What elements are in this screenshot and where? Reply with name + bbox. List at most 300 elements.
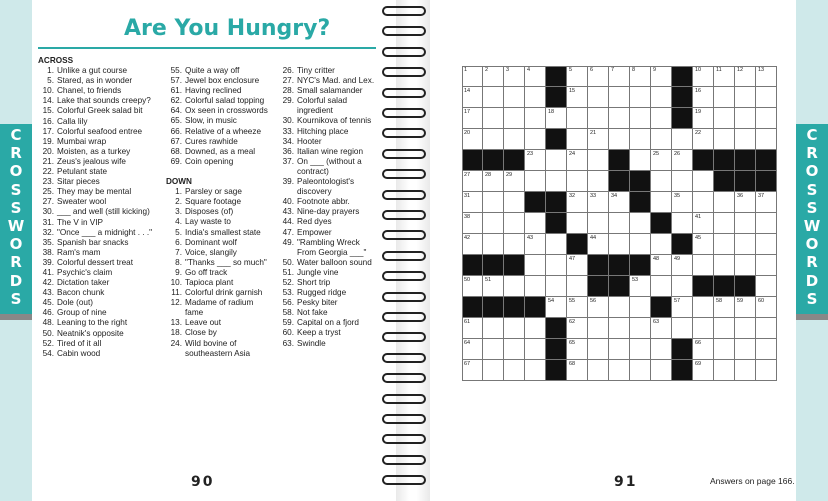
clue-item — [38, 218, 168, 228]
grid-cell[interactable] — [525, 171, 546, 192]
grid-cell[interactable] — [588, 234, 609, 255]
grid-cell[interactable] — [693, 213, 714, 234]
clue-item — [278, 328, 380, 338]
grid-cell[interactable] — [462, 87, 483, 108]
clue-item — [166, 278, 281, 288]
clue-number: 37. — [282, 156, 294, 166]
grid-cell[interactable] — [756, 108, 777, 129]
grid-cell[interactable] — [756, 129, 777, 150]
clue-item — [38, 339, 168, 349]
tab-letter: R — [10, 253, 22, 272]
grid-cell[interactable] — [483, 339, 504, 360]
clue-item — [38, 106, 168, 116]
clue-text: Slow, in music — [185, 116, 237, 126]
grid-cell[interactable] — [651, 192, 672, 213]
grid-cell[interactable] — [483, 234, 504, 255]
grid-cell[interactable] — [651, 171, 672, 192]
black-square — [504, 297, 525, 318]
grid-cell[interactable] — [567, 318, 588, 339]
grid-cell[interactable] — [546, 255, 567, 276]
grid-cell[interactable] — [735, 255, 756, 276]
grid-cell[interactable] — [693, 297, 714, 318]
grid-cell[interactable] — [693, 339, 714, 360]
grid-cell[interactable] — [504, 234, 525, 255]
clue-item — [278, 268, 380, 278]
grid-cell[interactable] — [735, 339, 756, 360]
grid-cell[interactable] — [672, 318, 693, 339]
grid-cell[interactable] — [714, 108, 735, 129]
cell-number: 55 — [569, 298, 576, 304]
clue-text: Dictation taker — [57, 278, 110, 288]
grid-cell[interactable] — [504, 66, 525, 87]
grid-cell[interactable] — [609, 234, 630, 255]
clue-number: 69. — [170, 156, 182, 166]
black-square — [672, 66, 693, 87]
grid-cell[interactable] — [462, 129, 483, 150]
grid-cell[interactable] — [651, 255, 672, 276]
grid-cell[interactable] — [609, 192, 630, 213]
clue-text: Leave out — [185, 318, 221, 328]
clue-item — [38, 268, 168, 278]
clue-number: 64. — [170, 106, 182, 116]
grid-cell[interactable] — [630, 339, 651, 360]
clue-item — [38, 76, 168, 86]
grid-cell[interactable] — [714, 318, 735, 339]
grid-cell[interactable] — [483, 171, 504, 192]
grid-cell[interactable] — [756, 255, 777, 276]
black-square — [546, 129, 567, 150]
cell-number: 9 — [653, 67, 657, 73]
grid-cell[interactable] — [588, 339, 609, 360]
grid-cell[interactable] — [504, 213, 525, 234]
cell-number: 27 — [464, 172, 471, 178]
grid-cell[interactable] — [504, 192, 525, 213]
binding-ring — [382, 332, 426, 342]
clue-text: Colorful dessert treat — [57, 257, 133, 267]
clue-number: 18. — [170, 328, 182, 338]
clue-item — [166, 318, 281, 328]
cell-number: 2 — [485, 67, 489, 73]
clue-text: Bacon chunk — [57, 288, 105, 298]
clue-text: Sweater wool — [57, 197, 107, 207]
grid-cell[interactable] — [756, 360, 777, 381]
cell-number: 3 — [506, 67, 510, 73]
black-square — [672, 87, 693, 108]
clue-text: Go off track — [185, 267, 228, 277]
clue-number: 28. — [282, 86, 294, 96]
tab-letter: D — [9, 271, 23, 290]
grid-cell[interactable] — [630, 129, 651, 150]
grid-cell[interactable] — [651, 87, 672, 108]
grid-cell[interactable] — [693, 129, 714, 150]
cell-number: 24 — [569, 151, 576, 157]
grid-cell[interactable] — [525, 234, 546, 255]
grid-cell[interactable] — [525, 66, 546, 87]
grid-cell[interactable] — [693, 66, 714, 87]
grid-cell[interactable] — [525, 360, 546, 381]
grid-cell[interactable] — [735, 297, 756, 318]
clue-item — [278, 258, 380, 268]
grid-cell[interactable] — [483, 360, 504, 381]
grid-cell[interactable] — [630, 150, 651, 171]
clue-item — [278, 116, 380, 126]
grid-cell[interactable] — [672, 255, 693, 276]
across-heading: ACROSS — [38, 56, 74, 65]
tab-letter: S — [806, 180, 818, 199]
grid-cell[interactable] — [651, 339, 672, 360]
black-square — [735, 150, 756, 171]
grid-cell[interactable] — [504, 171, 525, 192]
grid-cell[interactable] — [567, 297, 588, 318]
grid-cell[interactable] — [483, 66, 504, 87]
clue-number: 36. — [282, 146, 294, 156]
grid-cell[interactable] — [735, 213, 756, 234]
clue-item — [166, 298, 281, 308]
grid-cell[interactable] — [630, 213, 651, 234]
grid-cell[interactable] — [672, 129, 693, 150]
grid-cell[interactable] — [525, 318, 546, 339]
grid-cell[interactable] — [588, 129, 609, 150]
grid-cell[interactable] — [525, 276, 546, 297]
grid-cell[interactable] — [630, 318, 651, 339]
grid-cell[interactable] — [651, 150, 672, 171]
grid-cell[interactable] — [588, 87, 609, 108]
clue-item — [38, 207, 168, 217]
grid-cell[interactable] — [714, 87, 735, 108]
grid-cell[interactable] — [630, 276, 651, 297]
grid-cell[interactable] — [546, 234, 567, 255]
grid-cell[interactable] — [735, 129, 756, 150]
grid-cell[interactable] — [567, 150, 588, 171]
grid-cell[interactable] — [693, 234, 714, 255]
grid-cell[interactable] — [714, 297, 735, 318]
grid-cell[interactable] — [504, 276, 525, 297]
tab-letter: R — [806, 253, 818, 272]
grid-cell[interactable] — [735, 87, 756, 108]
cell-number: 18 — [548, 109, 555, 115]
grid-cell[interactable] — [714, 129, 735, 150]
cell-number: 26 — [674, 151, 681, 157]
grid-cell[interactable] — [756, 318, 777, 339]
grid-cell[interactable] — [756, 213, 777, 234]
clue-number: 16. — [42, 116, 54, 126]
grid-cell[interactable] — [483, 192, 504, 213]
tab-letter: S — [10, 198, 22, 217]
grid-cell[interactable] — [567, 360, 588, 381]
clue-number: 53. — [282, 288, 294, 298]
grid-cell[interactable] — [546, 297, 567, 318]
grid-cell[interactable] — [483, 276, 504, 297]
grid-cell[interactable] — [714, 234, 735, 255]
grid-cell[interactable] — [609, 360, 630, 381]
grid-cell[interactable] — [735, 360, 756, 381]
clue-number: 56. — [282, 298, 294, 308]
clue-text: Downed, as a meal — [185, 146, 256, 156]
black-square — [483, 297, 504, 318]
grid-cell[interactable] — [483, 129, 504, 150]
grid-cell[interactable] — [462, 276, 483, 297]
grid-cell[interactable] — [567, 213, 588, 234]
grid-cell[interactable] — [483, 318, 504, 339]
clue-text: Calla lily — [57, 116, 88, 126]
grid-cell[interactable] — [630, 297, 651, 318]
black-square — [462, 255, 483, 276]
cell-number: 58 — [716, 298, 723, 304]
grid-cell[interactable] — [462, 171, 483, 192]
grid-cell[interactable] — [756, 87, 777, 108]
grid-cell[interactable] — [462, 66, 483, 87]
left-side-tab — [0, 0, 32, 501]
tab-letter: S — [10, 289, 22, 308]
grid-cell[interactable] — [588, 318, 609, 339]
grid-cell[interactable] — [756, 192, 777, 213]
grid-cell[interactable] — [567, 87, 588, 108]
clue-text: Leaning to the right — [57, 318, 128, 328]
grid-cell[interactable] — [756, 339, 777, 360]
grid-cell[interactable] — [714, 255, 735, 276]
grid-cell[interactable] — [651, 66, 672, 87]
grid-cell[interactable] — [630, 87, 651, 108]
grid-cell[interactable] — [588, 360, 609, 381]
grid-cell[interactable] — [714, 66, 735, 87]
cell-number: 37 — [758, 193, 765, 199]
cell-number: 42 — [464, 235, 471, 241]
cell-number: 4 — [527, 67, 531, 73]
grid-cell[interactable] — [567, 192, 588, 213]
grid-cell[interactable] — [483, 87, 504, 108]
clue-item — [38, 329, 168, 339]
grid-cell[interactable] — [504, 318, 525, 339]
grid-cell[interactable] — [504, 360, 525, 381]
grid-cell[interactable] — [525, 150, 546, 171]
grid-cell[interactable] — [462, 318, 483, 339]
grid-cell[interactable] — [672, 171, 693, 192]
clue-text: NYC's Mad. and Lex. — [297, 76, 375, 86]
grid-cell[interactable] — [609, 108, 630, 129]
grid-cell[interactable] — [504, 129, 525, 150]
grid-cell[interactable] — [672, 297, 693, 318]
clue-number: 67. — [170, 136, 182, 146]
grid-cell[interactable] — [735, 192, 756, 213]
cell-number: 1 — [464, 67, 468, 73]
grid-cell[interactable] — [651, 234, 672, 255]
grid-cell[interactable] — [567, 108, 588, 129]
grid-cell[interactable] — [609, 339, 630, 360]
grid-cell[interactable] — [714, 213, 735, 234]
clue-number: 34. — [282, 136, 294, 146]
black-square — [546, 66, 567, 87]
grid-cell[interactable] — [672, 192, 693, 213]
grid-cell[interactable] — [672, 150, 693, 171]
grid-cell[interactable] — [588, 297, 609, 318]
grid-cell[interactable] — [630, 234, 651, 255]
grid-cell[interactable] — [609, 66, 630, 87]
clue-item — [38, 147, 168, 157]
clue-text: Lay waste to — [185, 217, 231, 227]
grid-cell[interactable] — [609, 87, 630, 108]
grid-cell[interactable] — [525, 255, 546, 276]
grid-cell[interactable] — [672, 213, 693, 234]
grid-cell[interactable] — [588, 192, 609, 213]
grid-cell[interactable] — [462, 108, 483, 129]
grid-cell[interactable] — [525, 129, 546, 150]
grid-cell[interactable] — [525, 87, 546, 108]
cell-number: 59 — [737, 298, 744, 304]
grid-cell[interactable] — [567, 339, 588, 360]
clue-number: 62. — [170, 96, 182, 106]
grid-cell[interactable] — [609, 297, 630, 318]
grid-cell[interactable] — [756, 297, 777, 318]
clue-text: Short trip — [297, 277, 331, 287]
grid-cell[interactable] — [483, 108, 504, 129]
grid-cell[interactable] — [567, 171, 588, 192]
clue-text: Jungle vine — [297, 267, 339, 277]
grid-cell[interactable] — [525, 339, 546, 360]
grid-cell[interactable] — [462, 213, 483, 234]
grid-cell[interactable] — [588, 108, 609, 129]
clue-item — [278, 278, 380, 288]
clue-text: Hitching place — [297, 126, 349, 136]
grid-cell[interactable] — [651, 276, 672, 297]
cell-number: 65 — [569, 340, 576, 346]
grid-cell[interactable] — [483, 213, 504, 234]
cell-number: 43 — [527, 235, 534, 241]
binding-ring — [382, 414, 426, 424]
clue-item — [278, 228, 380, 238]
clue-number: 39. — [282, 177, 294, 187]
grid-cell[interactable] — [651, 129, 672, 150]
tab-letter: C — [806, 126, 818, 144]
cell-number: 34 — [611, 193, 618, 199]
clue-text: Swindle — [297, 338, 326, 348]
grid-cell[interactable] — [609, 129, 630, 150]
clue-text: Sitar pieces — [57, 177, 100, 187]
grid-cell[interactable] — [546, 108, 567, 129]
grid-cell[interactable] — [504, 87, 525, 108]
clue-number: 32. — [42, 227, 54, 237]
grid-cell[interactable] — [609, 213, 630, 234]
grid-cell[interactable] — [546, 150, 567, 171]
grid-cell[interactable] — [756, 276, 777, 297]
grid-cell[interactable] — [588, 66, 609, 87]
clue-item — [278, 197, 380, 207]
grid-cell[interactable] — [567, 129, 588, 150]
grid-cell[interactable] — [693, 87, 714, 108]
left-tab-stripe — [0, 314, 32, 320]
cell-number: 45 — [695, 235, 702, 241]
grid-cell[interactable] — [567, 276, 588, 297]
grid-cell[interactable] — [672, 276, 693, 297]
tab-letter: C — [10, 126, 22, 144]
grid-cell[interactable] — [651, 108, 672, 129]
clue-number: 40. — [282, 197, 294, 207]
grid-cell[interactable] — [525, 213, 546, 234]
black-square — [525, 192, 546, 213]
grid-cell[interactable] — [504, 339, 525, 360]
grid-cell[interactable] — [693, 318, 714, 339]
grid-cell[interactable] — [588, 150, 609, 171]
grid-cell[interactable] — [567, 66, 588, 87]
cell-number: 25 — [653, 151, 660, 157]
right-page-number: 91 — [614, 474, 638, 490]
clue-text: Petulant state — [57, 167, 108, 177]
grid-cell[interactable] — [735, 318, 756, 339]
grid-cell[interactable] — [693, 108, 714, 129]
clue-text: "Once ___ a midnight . . ." — [57, 227, 153, 237]
clue-text: Lake that sounds creepy? — [57, 96, 151, 106]
grid-cell[interactable] — [756, 234, 777, 255]
grid-cell[interactable] — [651, 360, 672, 381]
clue-item — [278, 147, 380, 157]
grid-cell[interactable] — [693, 360, 714, 381]
grid-cell[interactable] — [693, 171, 714, 192]
grid-cell[interactable] — [546, 276, 567, 297]
grid-cell[interactable] — [714, 192, 735, 213]
tab-letter: R — [806, 144, 818, 163]
clue-text: Rugged ridge — [297, 288, 347, 298]
grid-cell[interactable] — [588, 171, 609, 192]
grid-cell[interactable] — [462, 360, 483, 381]
grid-cell[interactable] — [630, 108, 651, 129]
grid-cell[interactable] — [567, 255, 588, 276]
clue-text: Hooter — [297, 136, 322, 146]
grid-cell[interactable] — [546, 171, 567, 192]
binding-ring — [382, 292, 426, 302]
cell-number: 8 — [632, 67, 636, 73]
binding-ring — [382, 353, 426, 363]
cell-number: 38 — [464, 214, 471, 220]
clue-text: Tired of it all — [57, 338, 102, 348]
clue-number: 46. — [42, 308, 54, 318]
grid-cell[interactable] — [714, 360, 735, 381]
grid-cell[interactable] — [735, 66, 756, 87]
grid-cell[interactable] — [735, 234, 756, 255]
grid-cell[interactable] — [504, 108, 525, 129]
clue-number: 49. — [282, 237, 294, 247]
clue-number: 31. — [42, 217, 54, 227]
grid-cell[interactable] — [609, 318, 630, 339]
black-square — [525, 297, 546, 318]
tab-letter: O — [805, 162, 819, 181]
tab-letter: O — [805, 235, 819, 254]
black-square — [672, 339, 693, 360]
clue-text: Close by — [185, 328, 217, 338]
grid-cell[interactable] — [714, 339, 735, 360]
cell-number: 47 — [569, 256, 576, 262]
grid-cell[interactable] — [651, 318, 672, 339]
black-square — [462, 297, 483, 318]
grid-cell[interactable] — [735, 108, 756, 129]
grid-cell[interactable] — [630, 66, 651, 87]
grid-cell[interactable] — [588, 213, 609, 234]
grid-cell[interactable] — [693, 192, 714, 213]
clue-item — [38, 117, 168, 127]
clue-number: 55. — [170, 66, 182, 75]
clue-number: 33. — [282, 126, 294, 136]
grid-cell[interactable] — [462, 192, 483, 213]
clue-column-2 — [166, 66, 281, 359]
grid-cell[interactable] — [630, 360, 651, 381]
grid-cell[interactable] — [525, 108, 546, 129]
grid-cell[interactable] — [756, 66, 777, 87]
black-square — [630, 192, 651, 213]
clue-text: Dole (out) — [57, 298, 93, 308]
cell-number: 22 — [695, 130, 702, 136]
cell-number: 11 — [716, 67, 722, 73]
grid-cell[interactable] — [462, 339, 483, 360]
grid-cell[interactable] — [693, 255, 714, 276]
grid-cell[interactable] — [462, 234, 483, 255]
